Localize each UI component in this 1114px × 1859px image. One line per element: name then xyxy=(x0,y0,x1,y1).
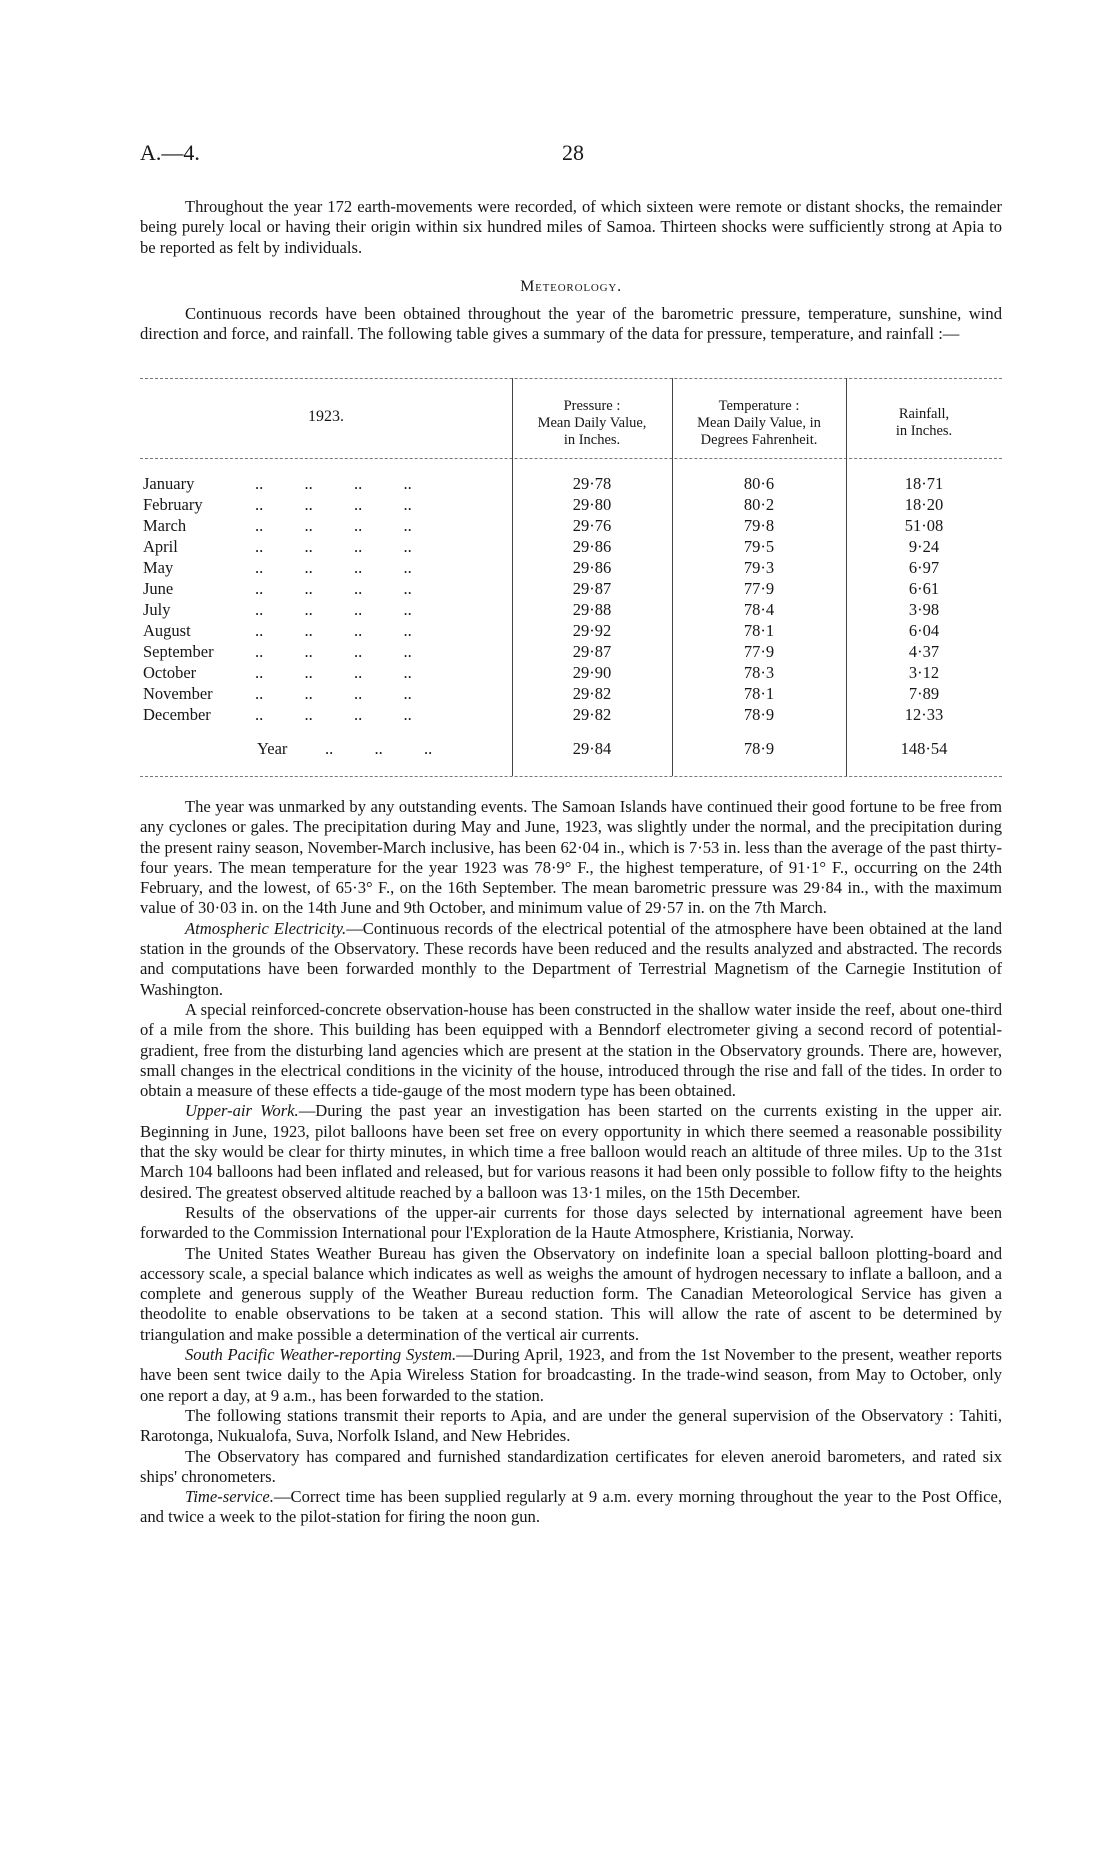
document-reference: A.—4. xyxy=(140,140,200,165)
paragraph: The United States Weather Bureau has given the Observatory on indefinite loan a special balloon plotting-board and accessory scale, a special balance which indicates as well as weighs the amount of hydrogen necessary to inflate a balloon, and a complete and generous supply of the Weather Bureau reduction form. The Canadian Meteorological Service has given a theodolite to enable observations to be taken at a second station. This will allow the rate of ascent to be determined by triangulation and make possible a determination of the vertical air currents. xyxy=(140,1243,1002,1344)
table-row: April .. .. .. .. 29·86 79·5 9·24 xyxy=(143,537,940,556)
paragraph: Upper-air Work.—During the past year an investigation has been started on the currents existing in the upper air. Beginning in June, 1923, pilot balloons have been set free on every opportunity in which there seemed a reasonable possibility that the sky would be clear for thirty minutes, in which time a free balloon would reach an altitude of three miles. Up to the 31st March 104 balloons had been inflated and released, but for various reasons it had been only possible to follow fifty to the heights desired. The greatest observed altitude reached by a balloon was 13·1 miles, on the 15th December. xyxy=(140,1101,1002,1202)
section-heading: Meteorology. xyxy=(520,278,622,295)
table-row: November .. .. .. .. 29·82 78·1 7·89 xyxy=(143,684,940,703)
table-row: May .. .. .. .. 29·86 79·3 6·97 xyxy=(143,558,940,577)
table-row: February .. .. .. .. 29·80 80·2 18·20 xyxy=(143,495,944,514)
header-temperature: Temperature : Mean Daily Value, in Degrees Fahrenheit. xyxy=(697,398,821,448)
paragraph: A special reinforced-concrete observation-house has been constructed in the shallow water inside the reef, about one-third of a mile from the shore. This building has been equipped with a Benndorf electrometer giving a second record of potential-gradient, free from the disturbing land agencies which are present at the station in the Observatory grounds. There are, however, small changes in the electrical conditions in the vicinity of the house, introduced through the rise and fall of the tides. In order to obtain a measure of these effects a tide-gauge of the most modern type has been obtained. xyxy=(140,999,1002,1101)
paragraph: The year was unmarked by any outstanding events. The Samoan Islands have continued their good fortune to be free from any cyclones or gales. The precipitation during May and June, 1923, was slightly under the normal, and the precipitation during the present rainy season, November-March inclusive, has been 62·04 in., which is 7·53 in. less than the average of the past thirty-four years. The mean temperature for the year 1923 was 78·9° F., the highest temperature, of 91·1° F., occurring on the 24th February, and the lowest, of 65·3° F., on the 16th September. The mean barometric pressure was 29·84 in., with the maximum value of 30·03 in. on the 14th June and 9th October, and minimum value of 29·57 in. on the 7th March. xyxy=(140,797,1002,918)
header-year: 1923. xyxy=(308,408,344,425)
paragraph: Atmospheric Electricity.—Continuous records of the electrical potential of the atmosphere have been obtained at the land station in the grounds of the Observatory. These records have been reduced and the results analyzed and abstracted. The records and computations have been forwarded monthly to the Department of Terrestrial Magnetism of the Carnegie Institution of Washington. xyxy=(140,918,1002,999)
table-row: October .. .. .. .. 29·90 78·3 3·12 xyxy=(143,663,940,682)
table-top-rule xyxy=(140,378,1002,379)
paragraph: Time-service.—Correct time has been supplied regularly at 9 a.m. every morning throughout the year to the Post Office, and twice a week to the pilot-station for firing the noon gun. xyxy=(140,1487,1002,1527)
table-row: July .. .. .. .. 29·88 78·4 3·98 xyxy=(143,600,940,619)
table-row: January .. .. .. .. 29·78 80·6 18·71 xyxy=(143,474,944,493)
table-row: December .. .. .. .. 29·82 78·9 12·33 xyxy=(143,705,944,724)
paragraph: The following stations transmit their reports to Apia, and are under the general supervision of the Observatory : Tahiti, Rarotonga, Nukualofa, Suva, Norfolk Island, and New Hebrides. xyxy=(140,1405,1002,1446)
table-row: March .. .. .. .. 29·76 79·8 51·08 xyxy=(143,516,944,535)
header-pressure: Pressure : Mean Daily Value, in Inches. xyxy=(537,398,647,448)
body-text xyxy=(140,797,1002,1528)
meteorology-intro: Continuous records have been obtained throughout the year of the barometric pressure, temperature, sunshine, wind direction and force, and rainfall. The following table gives a summary of the data for pressure, temperature, and rainfall :— xyxy=(140,304,1002,344)
paragraph: The Observatory has compared and furnished standardization certificates for eleven aneroid barometers, and rated six ships' chronometers. xyxy=(140,1446,1002,1486)
table-bottom-rule xyxy=(140,776,1002,777)
intro-paragraph: Throughout the year 172 earth-movements were recorded, of which sixteen were remote or distant shocks, the remainder being purely local or having their origin within six hundred miles of Samoa. Thirteen shocks were sufficiently strong at Apia to be reported as felt by individuals. xyxy=(140,197,1002,257)
table-header-rule xyxy=(140,458,1002,459)
page-header xyxy=(140,140,1000,170)
meteorology-table xyxy=(140,378,1002,788)
table-row: September .. .. .. .. 29·87 77·9 4·37 xyxy=(143,642,940,661)
paragraph: South Pacific Weather-reporting System.—During April, 1923, and from the 1st November to the present, weather reports have been sent twice daily to the Apia Wireless Station for broadcasting. In the trade-wind season, from May to October, only one report a day, at 9 a.m., has been forwarded to the station. xyxy=(140,1345,1002,1405)
page-number: 28 xyxy=(562,140,584,165)
table-row: June .. .. .. .. 29·87 77·9 6·61 xyxy=(143,579,940,598)
paragraph: Results of the observations of the upper-air currents for those days selected by international agreement have been forwarded to the Commission International pour l'Exploration de la Haute Atmosphere, Kristiania, Norway. xyxy=(140,1202,1002,1243)
header-rainfall: Rainfall, in Inches. xyxy=(895,406,953,439)
table-total-row: Year .. .. .. 29·84 78·9 148·54 xyxy=(257,739,948,758)
table-row: August .. .. .. .. 29·92 78·1 6·04 xyxy=(143,621,940,640)
